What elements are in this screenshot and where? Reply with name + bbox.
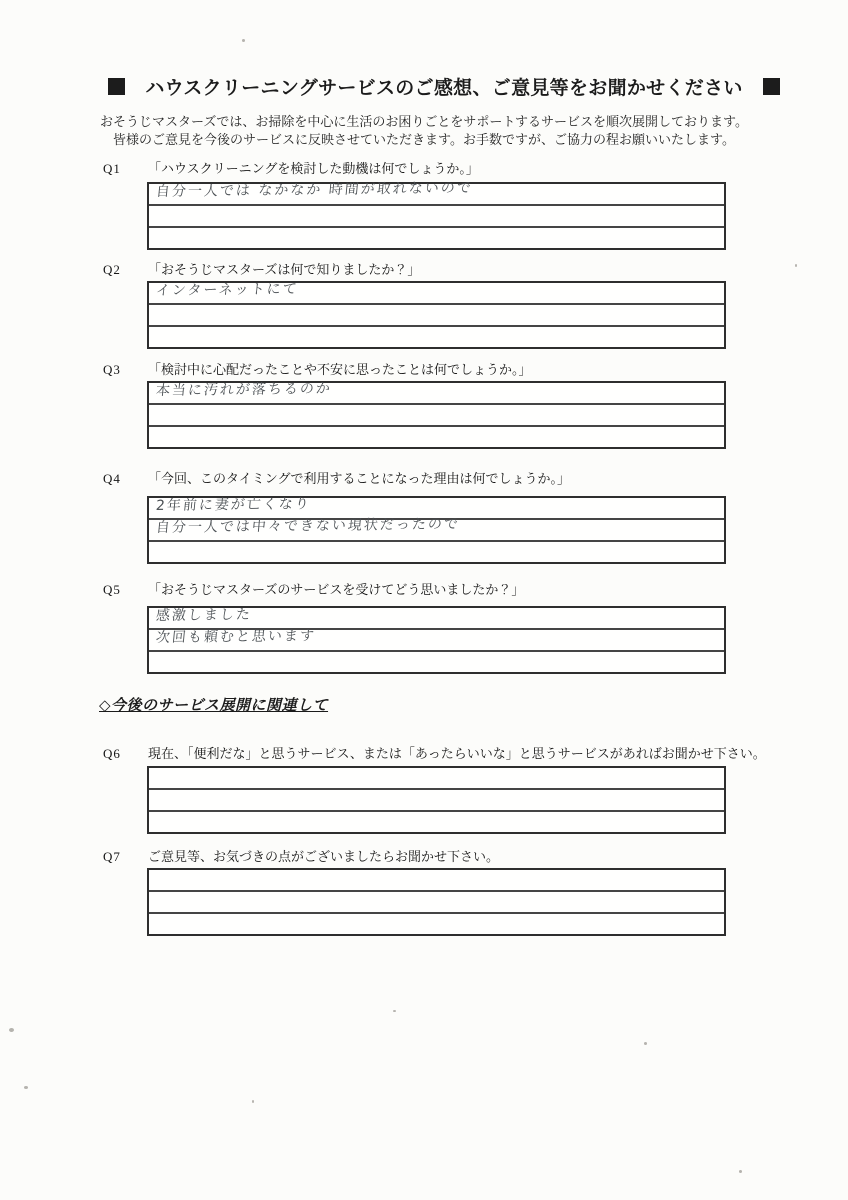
black-square-icon xyxy=(763,78,780,95)
answer-row xyxy=(149,518,724,540)
question-text: ご意見等、お気づきの点がございましたらお聞かせ下さい。 xyxy=(148,849,500,864)
question-q1 xyxy=(103,158,803,177)
answer-row xyxy=(149,890,724,912)
answer-row xyxy=(149,403,724,425)
question-number: Q7 xyxy=(103,849,121,864)
answer-row xyxy=(149,325,724,347)
form-title: ハウスクリーニングサービスのご感想、ご意見等をお聞かせください xyxy=(145,78,743,99)
black-square-icon xyxy=(108,78,125,95)
answer-row xyxy=(149,608,724,628)
question-q3 xyxy=(103,359,803,378)
handwritten-answer: 次回も頼むと思います xyxy=(155,628,317,647)
answer-row xyxy=(149,870,724,890)
handwritten-answer: 自分一人では中々できない現状だったので xyxy=(155,516,461,537)
question-q6 xyxy=(103,743,803,762)
question-text: 「今回、このタイミングで利用することになった理由は何でしょうか。」 xyxy=(148,471,570,486)
answer-box-q5 xyxy=(147,606,726,674)
answer-box-q4 xyxy=(147,496,726,564)
handwritten-answer: 自分一人では なかなか 時間が取れないので xyxy=(155,180,474,201)
scan-speck xyxy=(242,39,245,42)
answer-box-q6 xyxy=(147,766,726,834)
intro-line-1: おそうじマスターズでは、お掃除を中心に生活のお困りごとをサポートするサービスを順次展開しております。 xyxy=(100,114,748,129)
answer-row xyxy=(149,540,724,562)
section-heading-future-services: ◇今後のサービス展開に関連して xyxy=(99,698,329,714)
intro-text xyxy=(0,113,848,149)
answer-box-q3 xyxy=(147,381,726,449)
question-text: 現在、「便利だな」と思うサービス、または「あったらいいな」と思うサービスがあればお聞かせ下さい。 xyxy=(148,746,766,761)
question-q2 xyxy=(103,259,803,278)
handwritten-answer: 感激しました xyxy=(155,606,253,625)
scan-speck xyxy=(24,1086,28,1089)
answer-box-q1 xyxy=(147,182,726,250)
scan-speck xyxy=(9,1028,14,1032)
answer-row xyxy=(149,180,724,204)
answer-row xyxy=(149,650,724,672)
question-text: 「ハウスクリーニングを検討した動機は何でしょうか。」 xyxy=(148,161,479,176)
scan-speck xyxy=(739,1170,742,1173)
answer-row xyxy=(149,226,724,248)
question-text: 「おそうじマスターズのサービスを受けてどう思いましたか？」 xyxy=(148,582,525,597)
answer-row xyxy=(149,283,724,303)
question-q5 xyxy=(103,579,803,598)
answer-box-q2 xyxy=(147,281,726,349)
answer-row xyxy=(149,380,724,403)
handwritten-answer: 2年前に妻が亡くなり xyxy=(155,496,312,515)
answer-row xyxy=(149,204,724,226)
scan-speck xyxy=(252,1100,254,1103)
scan-speck xyxy=(795,264,797,267)
question-q7 xyxy=(103,846,803,865)
question-number: Q3 xyxy=(103,362,121,377)
form-title-row xyxy=(108,73,780,100)
question-number: Q6 xyxy=(103,746,121,761)
question-number: Q4 xyxy=(103,471,121,486)
answer-row xyxy=(149,628,724,650)
answer-row xyxy=(149,303,724,325)
answer-row xyxy=(149,425,724,447)
question-number: Q2 xyxy=(103,262,121,277)
question-text: 「検討中に心配だったことや不安に思ったことは何でしょうか。」 xyxy=(148,362,532,377)
answer-row xyxy=(149,788,724,810)
handwritten-answer: インターネットにて xyxy=(155,281,300,300)
question-q4 xyxy=(103,468,803,487)
handwritten-answer: 本当に汚れが落ちるのか xyxy=(155,380,333,400)
scan-speck xyxy=(644,1042,647,1045)
answer-row xyxy=(149,810,724,832)
answer-row xyxy=(149,912,724,934)
question-number: Q1 xyxy=(103,161,121,176)
intro-line-2: 皆様のご意見を今後のサービスに反映させていただきます。お手数ですが、ご協力の程お願いいたします。 xyxy=(113,132,735,147)
question-text: 「おそうじマスターズは何で知りましたか？」 xyxy=(148,262,421,277)
answer-row xyxy=(149,768,724,788)
answer-box-q7 xyxy=(147,868,726,936)
question-number: Q5 xyxy=(103,582,121,597)
scan-speck xyxy=(393,1010,396,1012)
